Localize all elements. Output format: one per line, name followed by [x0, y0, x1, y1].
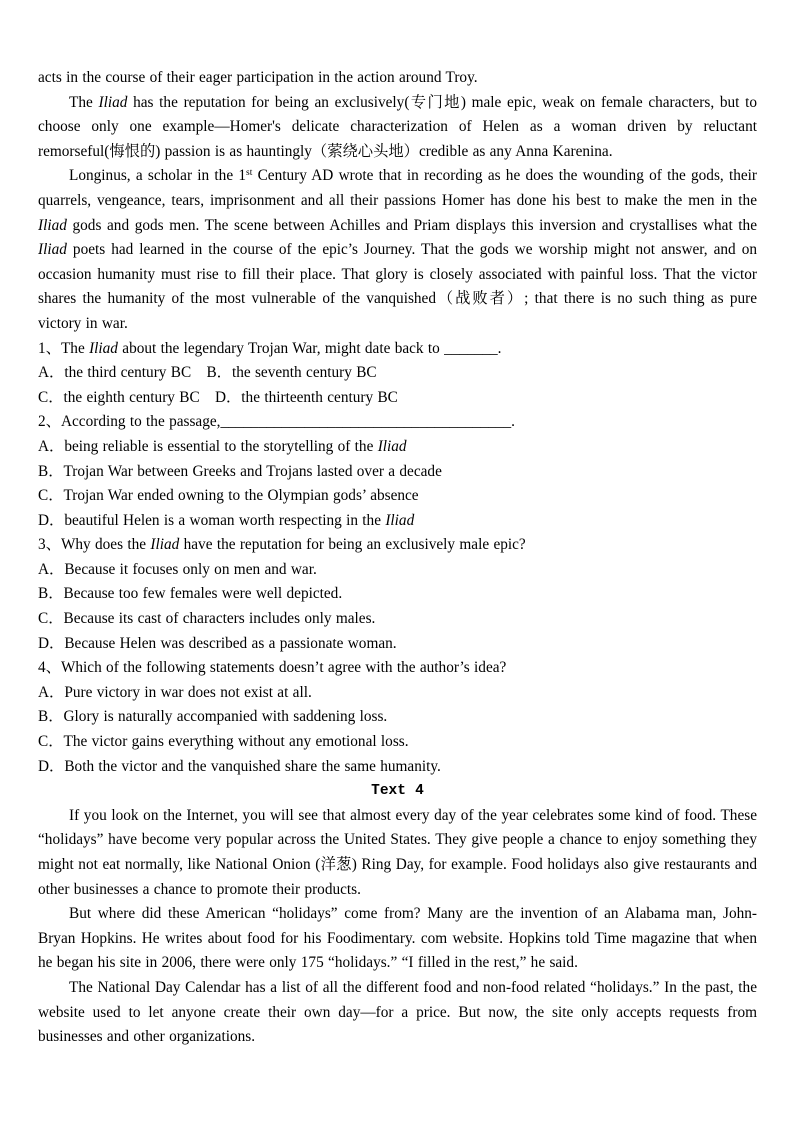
question-4-option-a: A．Pure victory in war does not exist at all. [38, 683, 312, 701]
question-1-options-ab: A．the third century BC B．the seventh century BC [38, 364, 377, 382]
question-2-option-a: A．being reliable is essential to the storytelling of the Iliad [38, 437, 407, 455]
question-3-option-b: B．Because too few females were well depicted. [38, 585, 343, 603]
question-4-option-b: B．Glory is naturally accompanied with saddening loss. [38, 708, 388, 726]
passage-paragraph-continuation: acts in the course of their eager participation in the action around Troy. [38, 69, 478, 86]
question-4-stem: 4、Which of the following statements doesn’t agree with the author’s idea? [38, 659, 507, 677]
text4-paragraph-food-holidays: If you look on the Internet, you will see that almost every day of the year celebrates some kind of food. These “holidays” have become very popular across the United States. They give people a chance to enjoy something they might not eat normally, like National Onion (洋葱) Ring Day, for example. Food holidays also give restaurants and other businesses a chance to promote their products. [38, 806, 757, 898]
question-3-stem: 3、Why does the Iliad have the reputation for being an exclusively male epic? [38, 536, 526, 554]
passage-paragraph-longinus: Longinus, a scholar in the 1st Century AD wrote that in recording as he does the wounding of the gods, their quarrels, vengeance, tears, imprisonment and all their passions Homer has done his best to make the men in the Iliad gods and gods men. The scene between Achilles and Priam displays this inversion and crystallises what the Iliad poets had learned in the course of the epic’s Journey. That the gods we worship might not answer, and on occasion humanity must rise to fill their place. That glory is closely associated with painful loss. That the victor shares the humanity of the most vulnerable of the vanquished（战败者）; that there is no such thing as pure victory in war. [38, 167, 757, 332]
question-2-stem: 2、According to the passage,______________________________________. [38, 413, 515, 431]
text4-paragraph-national-day-calendar: The National Day Calendar has a list of all the different food and non-food related “holidays.” In the past, the website used to let anyone create their own day—for a price. But now, the site only accepts requests from businesses and other organizations. [38, 978, 757, 1046]
document-content [38, 66, 757, 1050]
question-4-option-d: D．Both the victor and the vanquished share the same humanity. [38, 757, 441, 775]
text4-paragraph-hopkins: But where did these American “holidays” come from? Many are the invention of an Alabama man, John-Bryan Hopkins. He writes about food for his Foodimentary. com website. Hopkins told Time magazine that when he began his site in 2006, there were only 175 “holidays.” “I filled in the rest,” he said. [38, 905, 757, 972]
question-1-stem: 1、The Iliad about the legendary Trojan War, might date back to _______. [38, 339, 502, 357]
question-1-options-cd: C．the eighth century BC D．the thirteenth century BC [38, 388, 398, 406]
passage-paragraph-iliad-reputation: The Iliad has the reputation for being an exclusively(专门地) male epic, weak on female characters, but to choose only one example—Homer's delicate characterization of Helen as a woman driven by reluctant remorseful(悔恨的) passion is as hauntingly（萦绕心头地）credible as any Anna Karenina. [38, 93, 757, 160]
question-3-option-c: C．Because its cast of characters includes only males. [38, 610, 376, 628]
text4-heading: Text 4 [371, 783, 424, 800]
question-2-option-c: C．Trojan War ended owning to the Olympian gods’ absence [38, 487, 419, 505]
question-2-option-b: B．Trojan War between Greeks and Trojans lasted over a decade [38, 462, 442, 480]
question-2 [38, 410, 757, 533]
question-1 [38, 337, 757, 411]
question-3 [38, 533, 757, 656]
question-3-option-d: D．Because Helen was described as a passionate woman. [38, 634, 397, 652]
question-4-option-c: C．The victor gains everything without any emotional loss. [38, 733, 409, 751]
question-3-option-a: A．Because it focuses only on men and war. [38, 560, 317, 578]
question-4 [38, 656, 757, 779]
question-2-option-d: D．beautiful Helen is a woman worth respecting in the Iliad [38, 511, 415, 529]
